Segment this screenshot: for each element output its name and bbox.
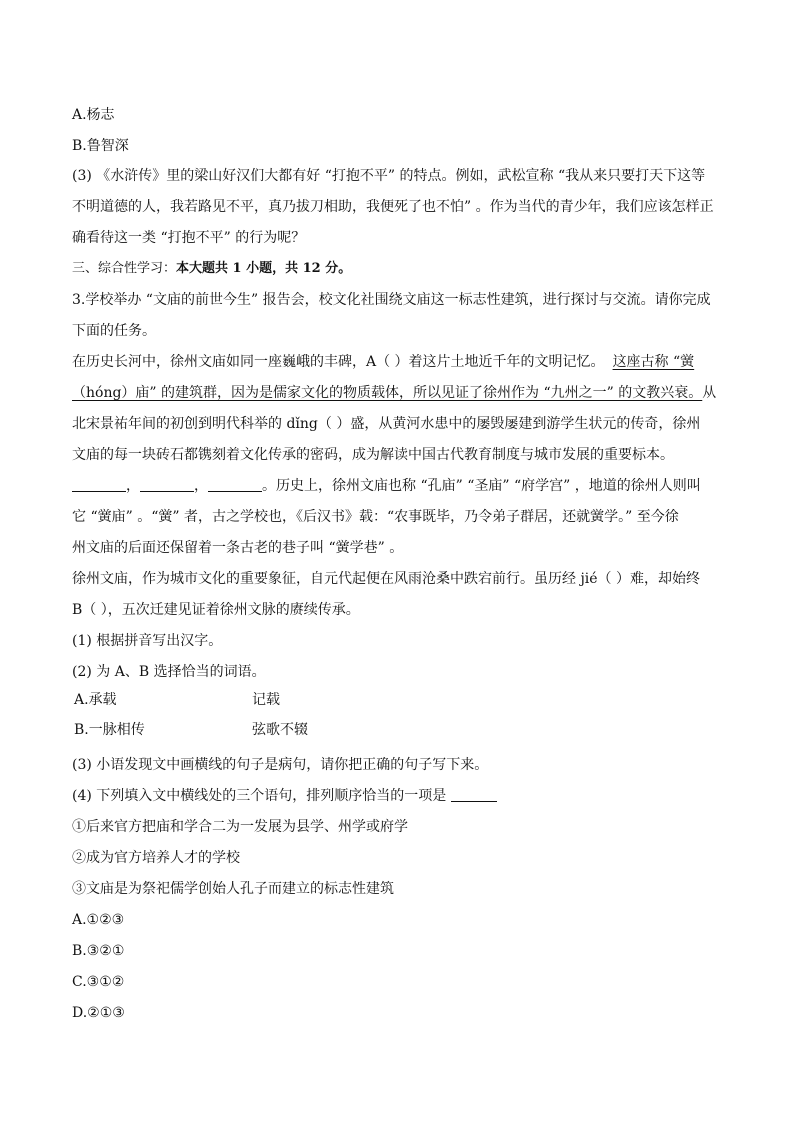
separator: ， [194,478,208,494]
answer-option-c: C.③①② [72,974,125,990]
sentence-2: ②成为官方培养人才的学校 [72,850,240,866]
passage-line8: 徐州文庙，作为城市文化的重要象征，自元代起便在风雨沧桑中跌宕前行。虽历经 jié（ ）难，却始终 [72,571,701,587]
answer-option-a: A.①②③ [72,912,125,928]
option-b-prev: B.鲁智深 [72,138,129,154]
passage-line4: 文庙的每一块砖石都镌刻着文化传承的密码，成为解读中国古代教育制度与城市发展的重要标本。 [72,447,674,463]
fill-blank-2[interactable] [140,477,194,492]
word-option-a-alt: 记载 [252,692,280,708]
passage-line3: 北宋景祐年间的初创到明代科举的 dǐng（ ）盛，从黄河水患中的屡毁屡建到游学生状元的传奇，徐州 [72,416,701,432]
underlined-sentence-start: 这座古称 “黉 [612,354,695,370]
q1-3-line1: (3) 《水浒传》里的梁山好汉们大都有好 “打抱不平” 的特点。例如，武松宣称 “我从来只要打天下这等 [72,168,706,184]
section-3-heading [72,259,351,279]
word-option-b-label: B.一脉相传 [74,722,145,738]
separator: ， [126,478,140,494]
passage-line1 [72,352,694,372]
word-option-b [74,720,308,740]
q3-intro-line1: 3.学校举办 “文庙的前世今生” 报告会，校文化社围绕文庙这一标志性建筑，进行探讨与交流。请你完成 [72,292,711,308]
sentence-1: ①后来官方把庙和学合二为一发展为县学、州学或府学 [72,819,408,835]
word-option-a-label: A.承载 [74,692,117,708]
passage-line2 [72,383,716,403]
word-option-b-alt: 弦歌不辍 [252,722,308,738]
underlined-sentence-end: （hóng）庙” 的建筑群，因为是儒家文化的物质载体，所以见证了徐州作为 “九州之一” 的文教兴衰。 [72,385,703,401]
passage-line9: B（ ），五次迁建见证着徐州文脉的赓续传承。 [72,602,360,618]
fill-blank-3[interactable] [208,477,262,492]
answer-blank[interactable] [451,787,497,802]
section-3-points: 本大题共 1 小题，共 12 分。 [176,261,352,276]
sub-question-4 [72,786,497,806]
sentence-3: ③文庙是为祭祀儒学创始人孔子而建立的标志性建筑 [72,881,394,897]
passage-line5 [72,476,701,496]
passage-line6: 它 “黉庙” 。“黉” 者，古之学校也，《后汉书》载：“农事既毕，乃令弟子群居，还就黉学。” 至今徐 [72,509,679,525]
q1-3-line2: 不明道德的人，我若路见不平，真乃拔刀相助，我便死了也不怕” 。作为当代的青少年，我们应该怎样正 [72,199,714,215]
answer-option-d: D.②①③ [72,1005,125,1021]
word-option-a [74,690,280,710]
sub-question-2: (2) 为 A、B 选择恰当的词语。 [72,664,266,680]
passage-line5-text: 。历史上，徐州文庙也称 “孔庙” “圣庙” “府学宫” ，地道的徐州人则叫 [262,478,701,494]
passage-line7: 州文庙的后面还保留着一条古老的巷子叫 “黉学巷” 。 [72,540,404,556]
sub-question-1: (1) 根据拼音写出汉字。 [72,633,223,649]
answer-option-b: B.③②① [72,943,125,959]
passage-line2-tail: 从 [702,385,717,401]
passage-line1-text: 在历史长河中，徐州文庙如同一座巍峨的丰碑，A（ ）着这片土地近千年的文明记忆。 [72,354,605,370]
q3-intro-line2: 下面的任务。 [72,323,156,339]
sub-question-4-text: (4) 下列填入文中横线处的三个语句，排列顺序恰当的一项是 [72,788,447,804]
sub-question-3: (3) 小语发现文中画横线的句子是病句，请你把正确的句子写下来。 [72,757,489,773]
q1-3-line3: 确看待这一类 “打抱不平” 的行为呢？ [72,230,306,246]
section-3-prefix: 三、综合性学习： [72,261,177,276]
option-a-prev: A.杨志 [72,107,115,123]
fill-blank-1[interactable] [72,477,126,492]
